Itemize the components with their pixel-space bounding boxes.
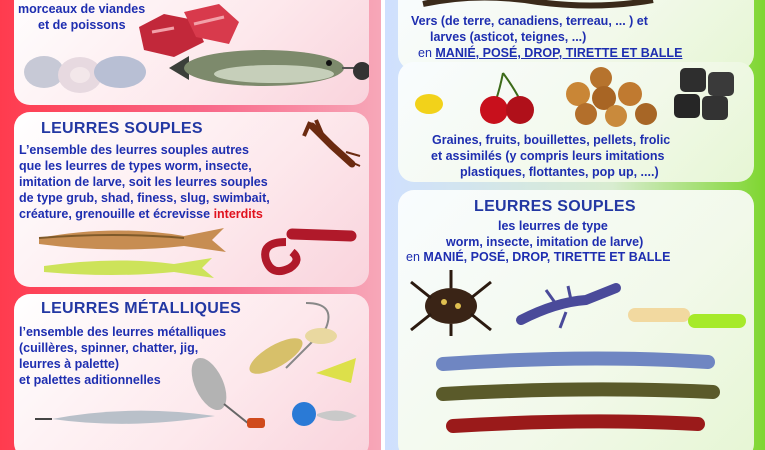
larva-lures-image <box>626 298 751 338</box>
spoon-lures-image <box>189 354 369 449</box>
allowed-soft-lures-line2: worm, insecte, imitation de larve) <box>446 235 644 249</box>
allowed-methods: MANIÉ, POSÉ, DROP, TIRETTE ET BALLE <box>423 250 671 264</box>
soft-lures-line1: L’ensemble des leurres souples autres <box>19 143 249 157</box>
soft-lures-line4: de type grub, shad, finess, slug, swimbait, <box>19 191 270 205</box>
metal-lures-line2: (cuillères, spinner, chatter, jig, <box>19 341 199 355</box>
baits-line3: plastiques, flottantes, pop up, ....) <box>460 165 659 179</box>
allowed-soft-lures-line1: les leurres de type <box>498 219 608 233</box>
baits-line2: et assimilés (y compris leurs imitations <box>431 149 665 163</box>
allowed-methods-line <box>406 250 670 264</box>
allowed-methods-prefix: en <box>406 250 420 264</box>
soft-lures-line3: imitation de larve, soit les leurres souples <box>19 175 268 189</box>
nymph-lure-image <box>516 282 626 332</box>
worms-methods-prefix: en <box>418 46 432 60</box>
worm-lures-image <box>438 354 738 444</box>
cherries-image <box>478 68 538 126</box>
card-soft-lures-forbidden <box>14 112 369 287</box>
crayfish-image <box>302 116 362 171</box>
insect-lure-image <box>406 268 496 338</box>
grub-lure-image <box>256 222 356 277</box>
soft-lures-title: LEURRES SOUPLES <box>41 120 203 137</box>
pellets-image <box>670 64 745 126</box>
card-metal-lures <box>14 294 369 450</box>
worms-methods: MANIÉ, POSÉ, DROP, TIRETTE ET BALLE <box>435 46 683 60</box>
meat-fish-line1: morceaux de viandes <box>18 2 146 16</box>
corn-image <box>414 92 444 116</box>
worms-methods-line <box>418 46 682 60</box>
shad-lures-image <box>34 226 234 284</box>
metal-lures-line3: leurres à palette) <box>19 357 120 371</box>
long-spoon-image <box>30 404 220 434</box>
card-worms <box>398 0 754 70</box>
baits-line1: Graines, fruits, bouillettes, pellets, frolic <box>432 133 671 147</box>
soft-lures-line5-text: créature, grenouille et écrevisse <box>19 207 211 221</box>
soft-lures-line5 <box>19 206 263 222</box>
metal-lures-title: LEURRES MÉTALLIQUES <box>41 300 242 317</box>
worms-line1: Vers (de terre, canadiens, terreau, ... ) et <box>411 14 648 28</box>
fish-pieces-image <box>22 50 152 100</box>
metal-lures-line4: et palettes aditionnelles <box>19 373 161 387</box>
worms-line2: larves (asticot, teignes, ...) <box>430 30 587 44</box>
card-soft-lures-allowed <box>398 190 754 450</box>
bait-fish-image <box>164 38 369 98</box>
forbidden-label: interdits <box>213 207 263 221</box>
boilies-image <box>556 64 666 126</box>
meat-fish-line2: et de poissons <box>38 18 126 32</box>
center-divider <box>381 0 385 450</box>
card-meat-fish <box>14 0 369 105</box>
card-baits <box>398 62 754 182</box>
metal-lures-line1: l’ensemble des leurres métalliques <box>19 325 227 339</box>
allowed-soft-lures-title: LEURRES SOUPLES <box>474 198 636 215</box>
soft-lures-line2: que les leurres de types worm, insecte, <box>19 159 252 173</box>
worm-image <box>418 0 658 10</box>
